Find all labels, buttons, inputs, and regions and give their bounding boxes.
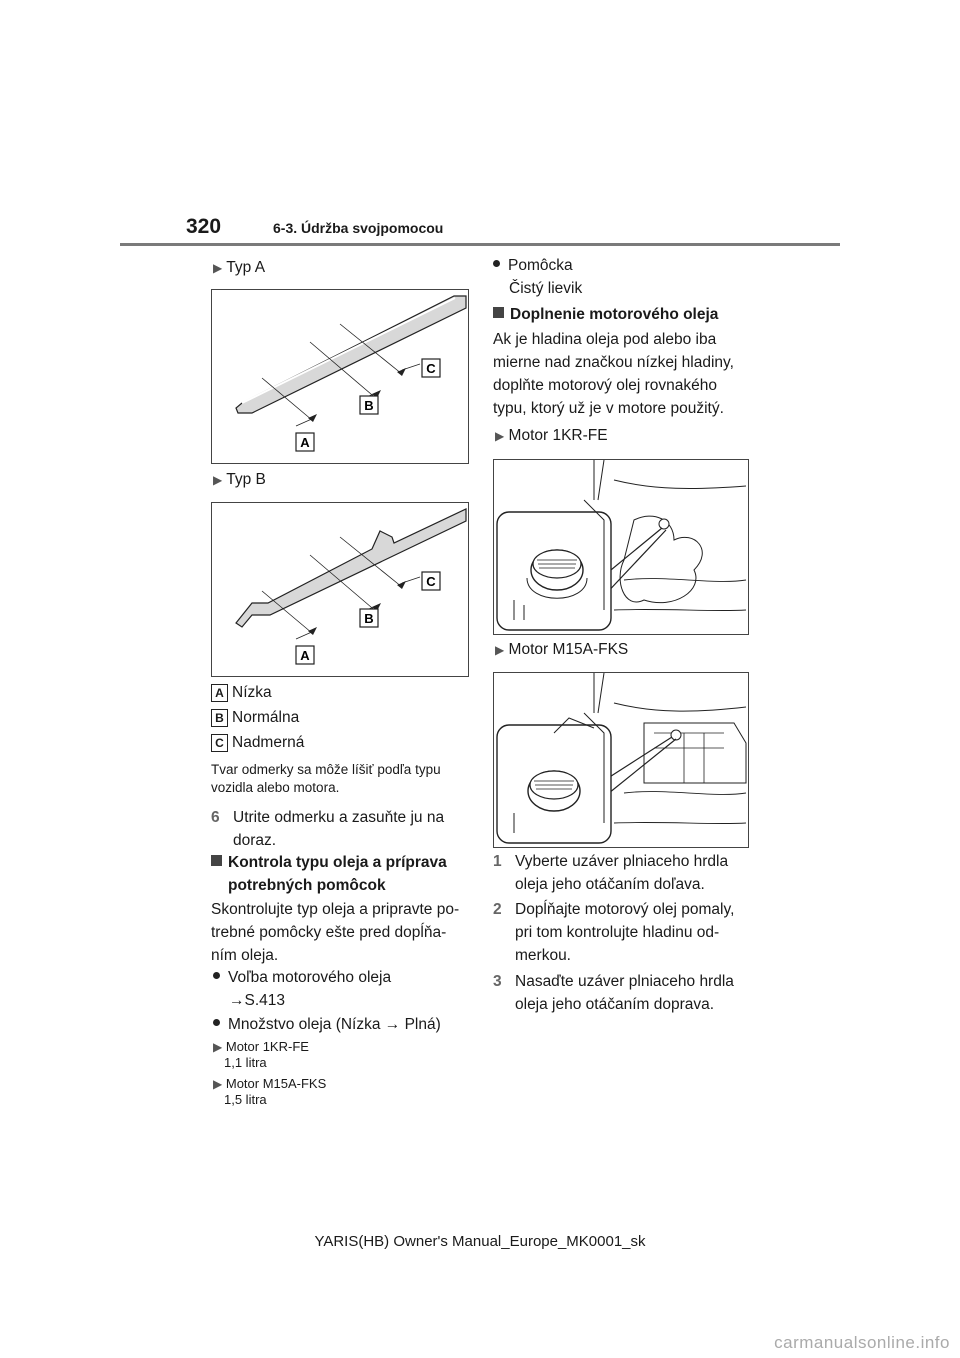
triangle-icon: ▶ <box>495 429 505 443</box>
para-line: typu, ktorý už je v motore použitý. <box>493 400 724 417</box>
header-rule <box>120 243 840 246</box>
engine-name: Motor M15A-FKS <box>225 1076 327 1091</box>
bullet-icon <box>213 1019 220 1026</box>
legend-list <box>211 680 304 755</box>
motor-text: Motor 1KR-FE <box>508 427 608 444</box>
step-text: oleja jeho otáčaním doľava. <box>515 876 705 893</box>
type-b-label <box>213 468 266 492</box>
watermark: carmanualsonline.info <box>774 1333 950 1352</box>
callout-b: B <box>364 611 374 626</box>
note-line: vozidla alebo motora. <box>211 780 340 795</box>
motor1-label <box>495 424 608 448</box>
step-number: 3 <box>493 973 502 990</box>
step-6 <box>211 806 444 852</box>
bullet-oil-choice <box>213 966 391 1012</box>
triangle-icon: ▶ <box>495 643 505 657</box>
step-text: Vyberte uzáver plniaceho hrdla <box>515 853 729 870</box>
legend-text: Normálna <box>232 709 300 726</box>
bullet-icon <box>213 972 220 979</box>
engine-amount-list <box>213 1039 326 1108</box>
heading-oil-type <box>211 851 447 897</box>
footer-text: YARIS(HB) Owner's Manual_Europe_MK0001_sk <box>314 1233 646 1250</box>
step-text: merkou. <box>515 947 571 964</box>
type-a-label <box>213 256 265 280</box>
section-title: 6-3. Údržba svojpomocou <box>273 220 444 236</box>
para-line: ním oleja. <box>211 947 279 964</box>
step-text: Nasaďte uzáver plniaceho hrdla <box>515 973 734 990</box>
legend-item <box>211 705 304 730</box>
callout-a: A <box>300 648 310 663</box>
engine-amount: 1,1 litra <box>224 1055 267 1070</box>
triangle-icon: ▶ <box>213 473 223 487</box>
note-line: Tvar odmerky sa môže líšiť podľa typu <box>211 762 441 777</box>
heading-text: potrebných pomôcok <box>228 877 386 894</box>
dipstick-type-a-figure <box>211 289 469 464</box>
bullet-text: Voľba motorového oleja <box>228 969 392 986</box>
step-number: 2 <box>493 901 502 918</box>
page-number: 320 <box>186 215 222 238</box>
bullet-text: Množstvo oleja (Nízka → Plná) <box>228 1016 441 1033</box>
callout-c: C <box>426 361 436 376</box>
triangle-icon: ▶ <box>213 261 223 275</box>
step-text: pri tom kontrolujte hladinu od- <box>515 924 720 941</box>
note-text <box>211 761 441 797</box>
badge-b: B <box>211 709 228 727</box>
legend-text: Nízka <box>232 684 272 701</box>
page-reference-link[interactable]: →S.413 <box>229 992 286 1009</box>
step-text: Utrite odmerku a zasuňte ju na <box>233 809 445 826</box>
step-text: oleja jeho otáčaním doprava. <box>515 996 715 1013</box>
heading-refill <box>493 303 718 326</box>
step-1 <box>493 850 728 896</box>
step-number: 1 <box>493 853 502 870</box>
engine-name: Motor 1KR-FE <box>225 1039 309 1054</box>
step-number: 6 <box>211 809 220 826</box>
badge-a: A <box>211 684 228 702</box>
callout-a: A <box>300 435 310 450</box>
triangle-icon: ▶ <box>213 1040 223 1054</box>
square-bullet-icon <box>211 855 222 866</box>
triangle-icon: ▶ <box>213 1077 223 1091</box>
bullet-icon <box>493 260 500 267</box>
motor2-label <box>495 638 628 662</box>
tool-value: Čistý lievik <box>509 280 583 297</box>
motor-text: Motor M15A-FKS <box>508 641 629 658</box>
legend-item <box>211 730 304 755</box>
para-line: trebné pomôcky ešte pred dopĺňa- <box>211 924 447 941</box>
step-text: doraz. <box>233 832 277 849</box>
refill-paragraph <box>493 328 734 420</box>
engine-amount: 1,5 litra <box>224 1092 267 1107</box>
paragraph <box>211 898 459 967</box>
para-line: Skontrolujte typ oleja a pripravte po- <box>211 901 460 918</box>
legend-text: Nadmerná <box>232 734 305 751</box>
type-b-text: Typ B <box>226 471 266 488</box>
badge-c: C <box>211 734 228 752</box>
bullet-text: Pomôcka <box>508 257 573 274</box>
para-line: Ak je hladina oleja pod alebo iba <box>493 331 717 348</box>
step-text: Dopĺňajte motorový olej pomaly, <box>515 901 735 918</box>
square-bullet-icon <box>493 307 504 318</box>
para-line: doplňte motorový olej rovnakého <box>493 377 718 394</box>
step-2 <box>493 898 734 967</box>
callout-b: B <box>364 398 374 413</box>
engine-1kr-fe-figure <box>493 459 749 635</box>
step-3 <box>493 970 734 1016</box>
bullet-tool <box>493 254 582 300</box>
type-a-text: Typ A <box>226 259 266 276</box>
para-line: mierne nad značkou nízkej hladiny, <box>493 354 734 371</box>
engine-m15a-fks-figure <box>493 672 749 848</box>
heading-text: Kontrola typu oleja a príprava <box>228 854 447 871</box>
heading-text: Doplnenie motorového oleja <box>510 306 719 323</box>
dipstick-type-b-figure <box>211 502 469 677</box>
callout-c: C <box>426 574 436 589</box>
bullet-oil-amount <box>213 1013 441 1036</box>
legend-item <box>211 680 304 705</box>
